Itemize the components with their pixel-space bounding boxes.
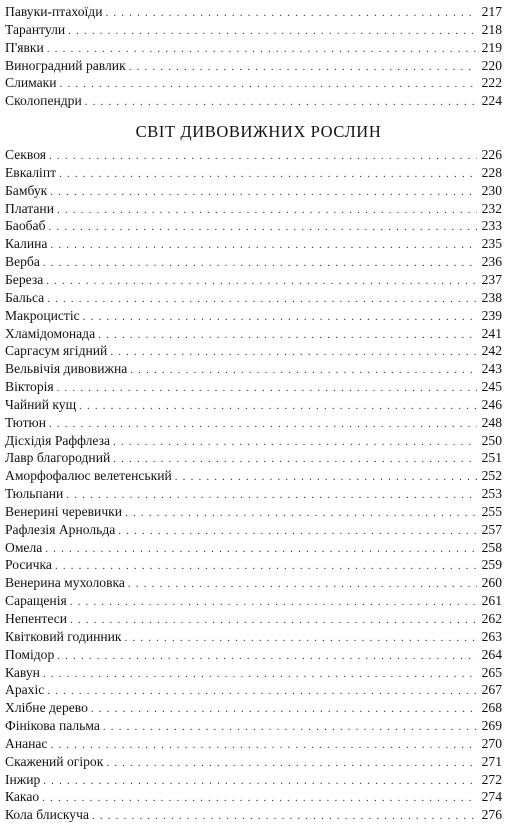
dot-leader [129, 59, 477, 77]
toc-entry [5, 146, 502, 164]
toc-entry [5, 325, 502, 343]
toc-entry-page-number: 268 [481, 700, 502, 716]
toc-entry [5, 699, 502, 717]
toc-entry [5, 39, 502, 57]
toc-entry [5, 503, 502, 521]
toc-entry-title: Саращенія [5, 593, 67, 609]
toc-entry-page-number: 218 [481, 21, 502, 37]
toc-entry-page-number: 269 [481, 718, 502, 734]
toc-entry-page-number: 260 [481, 575, 502, 591]
dot-leader [49, 148, 477, 166]
toc-entry [5, 57, 502, 75]
dot-leader [42, 790, 477, 808]
toc-entry-title: Аморфофалюс велетенський [5, 468, 172, 484]
toc-entry-title: Хлібне дерево [5, 700, 88, 716]
toc-entry-title: Слимаки [5, 75, 57, 91]
dot-leader [85, 94, 477, 112]
dot-leader [103, 719, 477, 737]
toc-entry-page-number: 272 [481, 771, 502, 787]
dot-leader [50, 237, 477, 255]
toc-entry-page-number: 220 [481, 57, 502, 73]
toc-entry [5, 449, 502, 467]
toc-entry [5, 735, 502, 753]
toc-entry [5, 271, 502, 289]
toc-entry-page-number: 243 [481, 361, 502, 377]
toc-entry-title: Макроцистіс [5, 307, 80, 323]
toc-entry [5, 574, 502, 592]
toc-entry [5, 806, 502, 824]
toc-entry-page-number: 271 [481, 753, 502, 769]
dot-leader [83, 309, 477, 327]
toc-entry-page-number: 245 [481, 379, 502, 395]
section-heading: СВІТ ДИВОВИЖНИХ РОСЛИН [135, 122, 382, 142]
toc-entry [5, 771, 502, 789]
toc-entry [5, 414, 502, 432]
dot-leader [113, 434, 477, 452]
toc-entry-title: Платани [5, 200, 54, 216]
toc-entry-title: Виноградний равлик [5, 57, 126, 73]
toc-entry-title: Береза [5, 271, 44, 287]
toc-entry-page-number: 238 [481, 289, 502, 305]
toc-entry-title: Бамбук [5, 182, 48, 198]
toc-entry [5, 235, 502, 253]
toc-entry-title: Непентеси [5, 611, 68, 626]
toc-entry-title: Тюльпани [5, 486, 64, 502]
toc-entry-title: П'явки [5, 39, 44, 55]
toc-entry-page-number: 222 [481, 75, 502, 91]
dot-leader [43, 255, 477, 273]
toc-entry-title: Сколопендри [5, 93, 82, 109]
toc-section-entries [5, 146, 502, 824]
toc-entry [5, 646, 502, 664]
toc-entry-title: Помідор [5, 646, 55, 662]
toc-entry [5, 788, 502, 806]
dot-leader [60, 76, 477, 94]
toc-entry-title: Дісхідія Раффлеза [5, 432, 110, 448]
dot-leader [125, 630, 477, 648]
toc-entry-page-number: 248 [481, 414, 502, 430]
dot-leader [57, 648, 477, 666]
toc-entry-page-number: 252 [481, 468, 502, 484]
toc-entry [5, 92, 502, 110]
toc-entry-title: Какао [5, 789, 40, 805]
toc-entry [5, 164, 502, 182]
toc-entry-page-number: 258 [481, 539, 502, 555]
toc-entry-page-number: 257 [481, 521, 502, 537]
toc-entry [5, 74, 502, 92]
dot-leader [70, 612, 477, 630]
dot-leader [68, 23, 477, 41]
toc-entry-title: Калина [5, 236, 48, 252]
toc-entry-title: Бальса [5, 289, 45, 305]
toc-entry-title: Тютюн [5, 414, 46, 430]
toc-entry-page-number: 224 [481, 93, 502, 109]
toc-entry [5, 307, 502, 325]
toc-entry [5, 342, 502, 360]
toc-entry [5, 378, 502, 396]
toc-entry-title: Ананас [5, 735, 48, 751]
toc-entry-page-number: 237 [481, 271, 502, 287]
toc-entry-page-number: 236 [481, 254, 502, 270]
toc-entry-page-number: 262 [481, 611, 502, 626]
dot-leader [105, 5, 477, 23]
toc-entry-page-number: 228 [481, 164, 502, 180]
toc-entry-page-number: 276 [481, 807, 502, 823]
toc-entry-title: Тарантули [5, 21, 66, 37]
toc-entry [5, 467, 502, 485]
toc-entry-title: Вікторія [5, 379, 54, 395]
dot-leader [50, 184, 477, 202]
toc-entry-title: Лавр благородний [5, 450, 111, 466]
dot-leader [49, 219, 477, 237]
toc-entry-page-number: 226 [481, 147, 502, 163]
toc-entry-title: Венерині черевички [5, 503, 123, 519]
dot-leader [47, 291, 477, 309]
toc-entry-title: Венерина мухоловка [5, 575, 125, 591]
toc-entry-page-number: 232 [481, 200, 502, 216]
toc-entry-title: Саргасум ягідний [5, 343, 108, 359]
toc-entry [5, 592, 502, 610]
toc-entry [5, 360, 502, 378]
toc-entry [5, 200, 502, 218]
dot-leader [98, 327, 477, 345]
toc-entry-page-number: 253 [481, 486, 502, 502]
toc-entry-title: Павуки-птахоїди [5, 4, 103, 19]
dot-leader [49, 416, 477, 434]
dot-leader [57, 202, 477, 220]
toc-entry [5, 21, 502, 39]
toc-entry-page-number: 264 [481, 646, 502, 662]
toc-entry [5, 681, 502, 699]
toc-entry-title: Верба [5, 254, 40, 270]
toc-entry-page-number: 242 [481, 343, 502, 359]
toc-entry-page-number: 255 [481, 503, 502, 519]
dot-leader [118, 523, 477, 541]
toc-entry-page-number: 246 [481, 396, 502, 412]
dot-leader [45, 541, 477, 559]
toc-entry-title: Арахіс [5, 682, 45, 698]
toc-entry-title: Кавун [5, 664, 40, 680]
toc-entry-title: Інжир [5, 771, 41, 787]
toc-entry-page-number: 233 [481, 218, 502, 234]
dot-leader [59, 166, 477, 184]
toc-entry [5, 664, 502, 682]
dot-leader [110, 344, 477, 362]
dot-leader [47, 683, 477, 701]
dot-leader [92, 808, 477, 826]
toc-entry [5, 628, 502, 646]
toc-entry-page-number: 235 [481, 236, 502, 252]
toc-entry-title: Евкаліпт [5, 164, 57, 180]
toc-entry [5, 539, 502, 557]
dot-leader [57, 380, 477, 398]
toc-entry-title: Чайний кущ [5, 396, 77, 412]
toc-entry-title: Хламідомонада [5, 325, 96, 341]
dot-leader [43, 773, 477, 791]
toc-entry [5, 556, 502, 574]
dot-leader [70, 594, 477, 612]
toc-entry-page-number: 250 [481, 432, 502, 448]
dot-leader [50, 737, 477, 755]
toc-entry-page-number: 239 [481, 307, 502, 323]
toc-entry [5, 253, 502, 271]
toc-entry-page-number: 265 [481, 664, 502, 680]
dot-leader [130, 362, 477, 380]
toc-entry [5, 289, 502, 307]
toc-entry-title: Омела [5, 539, 43, 555]
toc-top-entries [5, 3, 502, 110]
toc-entry [5, 521, 502, 539]
toc-entry-page-number: 259 [481, 557, 502, 573]
toc-entry-page-number: 219 [481, 39, 502, 55]
dot-leader [66, 487, 477, 505]
dot-leader [43, 666, 477, 684]
toc-entry [5, 432, 502, 450]
toc-entry [5, 396, 502, 414]
toc-entry-title: Кола блискуча [5, 807, 89, 823]
toc-entry-page-number: 261 [481, 593, 502, 609]
dot-leader [91, 701, 477, 719]
toc-entry-page-number: 274 [481, 789, 502, 805]
toc-entry-page-number: 217 [481, 4, 502, 19]
toc-entry [5, 182, 502, 200]
toc-entry-title: Баобаб [5, 218, 46, 234]
toc-entry [5, 610, 502, 628]
toc-entry-title: Рафлезія Арнольда [5, 521, 116, 537]
toc-page [5, 3, 502, 824]
toc-entry-page-number: 263 [481, 628, 502, 644]
toc-entry [5, 485, 502, 503]
toc-entry-title: Секвоя [5, 147, 46, 163]
toc-entry-page-number: 241 [481, 325, 502, 341]
dot-leader [128, 576, 477, 594]
dot-leader [46, 273, 477, 291]
toc-entry [5, 3, 502, 21]
dot-leader [175, 469, 477, 487]
toc-entry [5, 717, 502, 735]
toc-entry-page-number: 230 [481, 182, 502, 198]
toc-entry-page-number: 267 [481, 682, 502, 698]
toc-entry [5, 753, 502, 771]
toc-entry-title: Скажений огірок [5, 753, 104, 769]
dot-leader [106, 755, 477, 773]
toc-entry-page-number: 251 [481, 450, 502, 466]
toc-entry-title: Вельвічія дивовижна [5, 361, 128, 377]
dot-leader [79, 398, 477, 416]
toc-entry [5, 217, 502, 235]
toc-entry-title: Росичка [5, 557, 52, 573]
toc-entry-page-number: 270 [481, 735, 502, 751]
toc-entry-title: Фінікова пальма [5, 718, 100, 734]
toc-entry-title: Квітковий годинник [5, 628, 122, 644]
dot-leader [125, 505, 477, 523]
